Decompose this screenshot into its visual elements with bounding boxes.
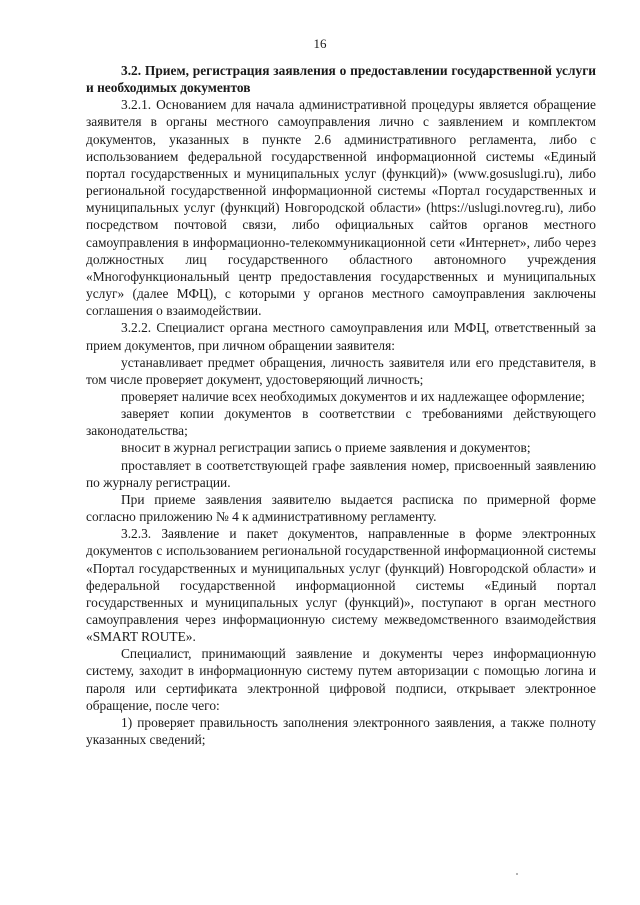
- page-number: 16: [313, 36, 327, 51]
- paragraph-3-2-3: 3.2.3. Заявление и пакет документов, направленные в форме электронных документов с использованием региональной государственной информационной системы «Портал государственных и муниципальных услуг (функций) Новгородской области» и федеральной государственной информационной системы «Единый портал государственных и муниципальных услуг (функций)», поступают в орган местного самоуправления через информационную систему межведомственного взаимодействия «SMART ROUTE».: [86, 526, 596, 645]
- paragraph-check-correctness: 1) проверяет правильность заполнения электронного заявления, а также полноту указанных сведений;: [86, 714, 596, 748]
- paragraph-3-2-2: 3.2.2. Специалист органа местного самоуправления или МФЦ, ответственный за прием документов, при личном обращении заявителя:: [86, 320, 596, 353]
- paragraph-assign-number: проставляет в соответствующей графе заявления номер, присвоенный заявлению по журналу регистрации.: [86, 457, 596, 490]
- paragraph-3-2-1: 3.2.1. Основанием для начала административной процедуры является обращение заявителя в органы местного самоуправления лично с заявлением и комплектом документов, указанных в пункте 2.6 административного регламента, либо с использованием федеральной государственной информационной системы «Единый портал государственных и муниципальных услуг (функций)» (www.gosuslugi.ru), либо региональной государственной информационной системы «Портал государственных и муниципальных услуг (функций) Новгородской области» (https://uslugi.novreg.ru), либо посредством почтовой связи, либо официальных сайтов органов местного самоуправления в информационно-телекоммуникационной сети «Интернет», либо через должностных лиц государственного областного автономного учреждения «Многофункциональный центр предоставления государственных и муниципальных услуг» (далее МФЦ), с которыми у органов местного самоуправления заключены соглашения о взаимодействии.: [86, 97, 596, 319]
- paragraph-specialist: Специалист, принимающий заявление и документы через информационную систему, заходит в информационную систему путем авторизации с помощью логина и пароля или сертификата электронной цифровой подписи, открывает электронное обращение, после чего:: [86, 646, 596, 713]
- paragraph-establish-subject: устанавливает предмет обращения, личность заявителя или его представителя, в том числе проверяет документ, удостоверяющий личность;: [86, 354, 596, 387]
- paragraph-receipt: При приеме заявления заявителю выдается расписка по примерной форме согласно приложению № 4 к административному регламенту.: [86, 491, 596, 525]
- document-body: [86, 62, 596, 748]
- scan-speck: [516, 873, 518, 875]
- section-heading: 3.2. Прием, регистрация заявления о предоставлении государственной услуги и необходимых документов: [86, 63, 596, 96]
- paragraph-register-entry: вносит в журнал регистрации запись о приеме заявления и документов;: [121, 440, 531, 456]
- paragraph-check-documents: проверяет наличие всех необходимых документов и их надлежащее оформление;: [121, 388, 585, 404]
- paragraph-certify-copies: заверяет копии документов в соответствии с требованиями действующего законодательства;: [86, 406, 596, 439]
